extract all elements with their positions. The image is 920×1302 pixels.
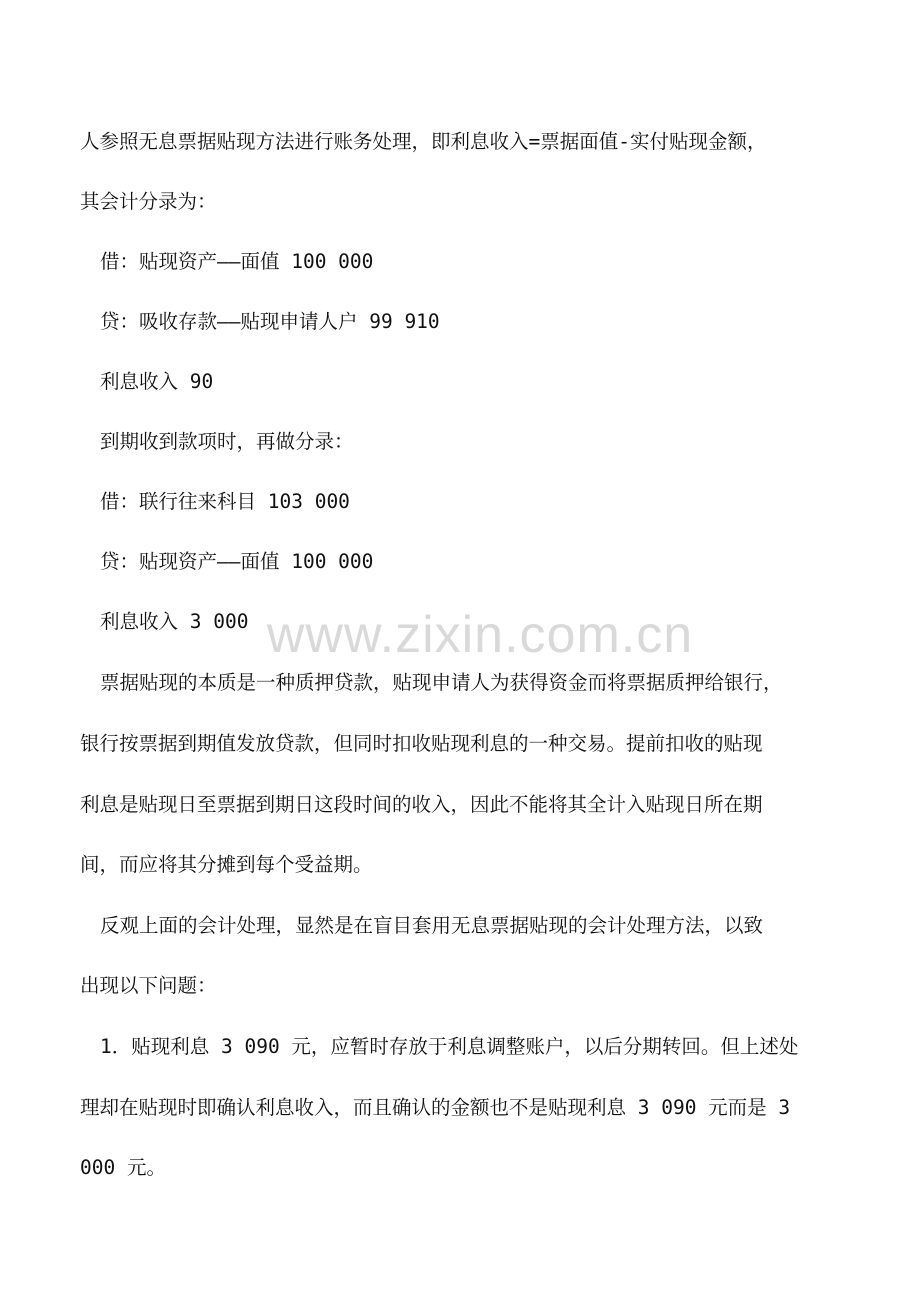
paragraph-3-line-1: 1．贴现利息 3 090 元，应暂时存放于利息调整账户，以后分期转回。但上述处 (100, 1035, 799, 1058)
paragraph-1-line-1: 票据贴现的本质是一种质押贷款，贴现申请人为获得资金而将票据质押给银行， (100, 671, 783, 694)
paragraph-3-line-2: 理却在贴现时即确认利息收入，而且确认的金额也不是贴现利息 3 090 元而是 3 (80, 1096, 791, 1119)
paragraph-1-line-3: 利息是贴现日至票据到期日这段时间的收入，因此不能将其全计入贴现日所在期 (80, 793, 763, 816)
paragraph-1-line-4: 间，而应将其分摊到每个受益期。 (80, 853, 373, 876)
text-line-1: 人参照无息票据贴现方法进行账务处理，即利息收入=票据面值-实付贴现金额， (80, 130, 767, 153)
journal-entry-credit-2: 利息收入 90 (100, 370, 214, 393)
text-line-2: 其会计分录为： (80, 190, 217, 213)
text-line-6: 到期收到款项时，再做分录： (100, 430, 354, 453)
paragraph-2-line-1: 反观上面的会计处理，显然是在盲目套用无息票据贴现的会计处理方法，以致 (100, 914, 764, 937)
journal-entry-debit-2: 借：联行往来科目 103 000 (100, 490, 350, 513)
journal-entry-credit-4: 利息收入 3 000 (100, 610, 249, 633)
watermark: www.zixin.com.cn (266, 606, 694, 664)
journal-entry-debit-1: 借：贴现资产——面值 100 000 (100, 250, 374, 273)
paragraph-3-line-3: 000 元。 (80, 1156, 166, 1179)
paragraph-2-line-2: 出现以下问题： (80, 974, 217, 997)
paragraph-1-line-2: 银行按票据到期值发放贷款，但同时扣收贴现利息的一种交易。提前扣收的贴现 (80, 732, 763, 755)
journal-entry-credit-3: 贷：贴现资产——面值 100 000 (100, 550, 374, 573)
journal-entry-credit-1: 贷：吸收存款——贴现申请人户 99 910 (100, 310, 440, 333)
